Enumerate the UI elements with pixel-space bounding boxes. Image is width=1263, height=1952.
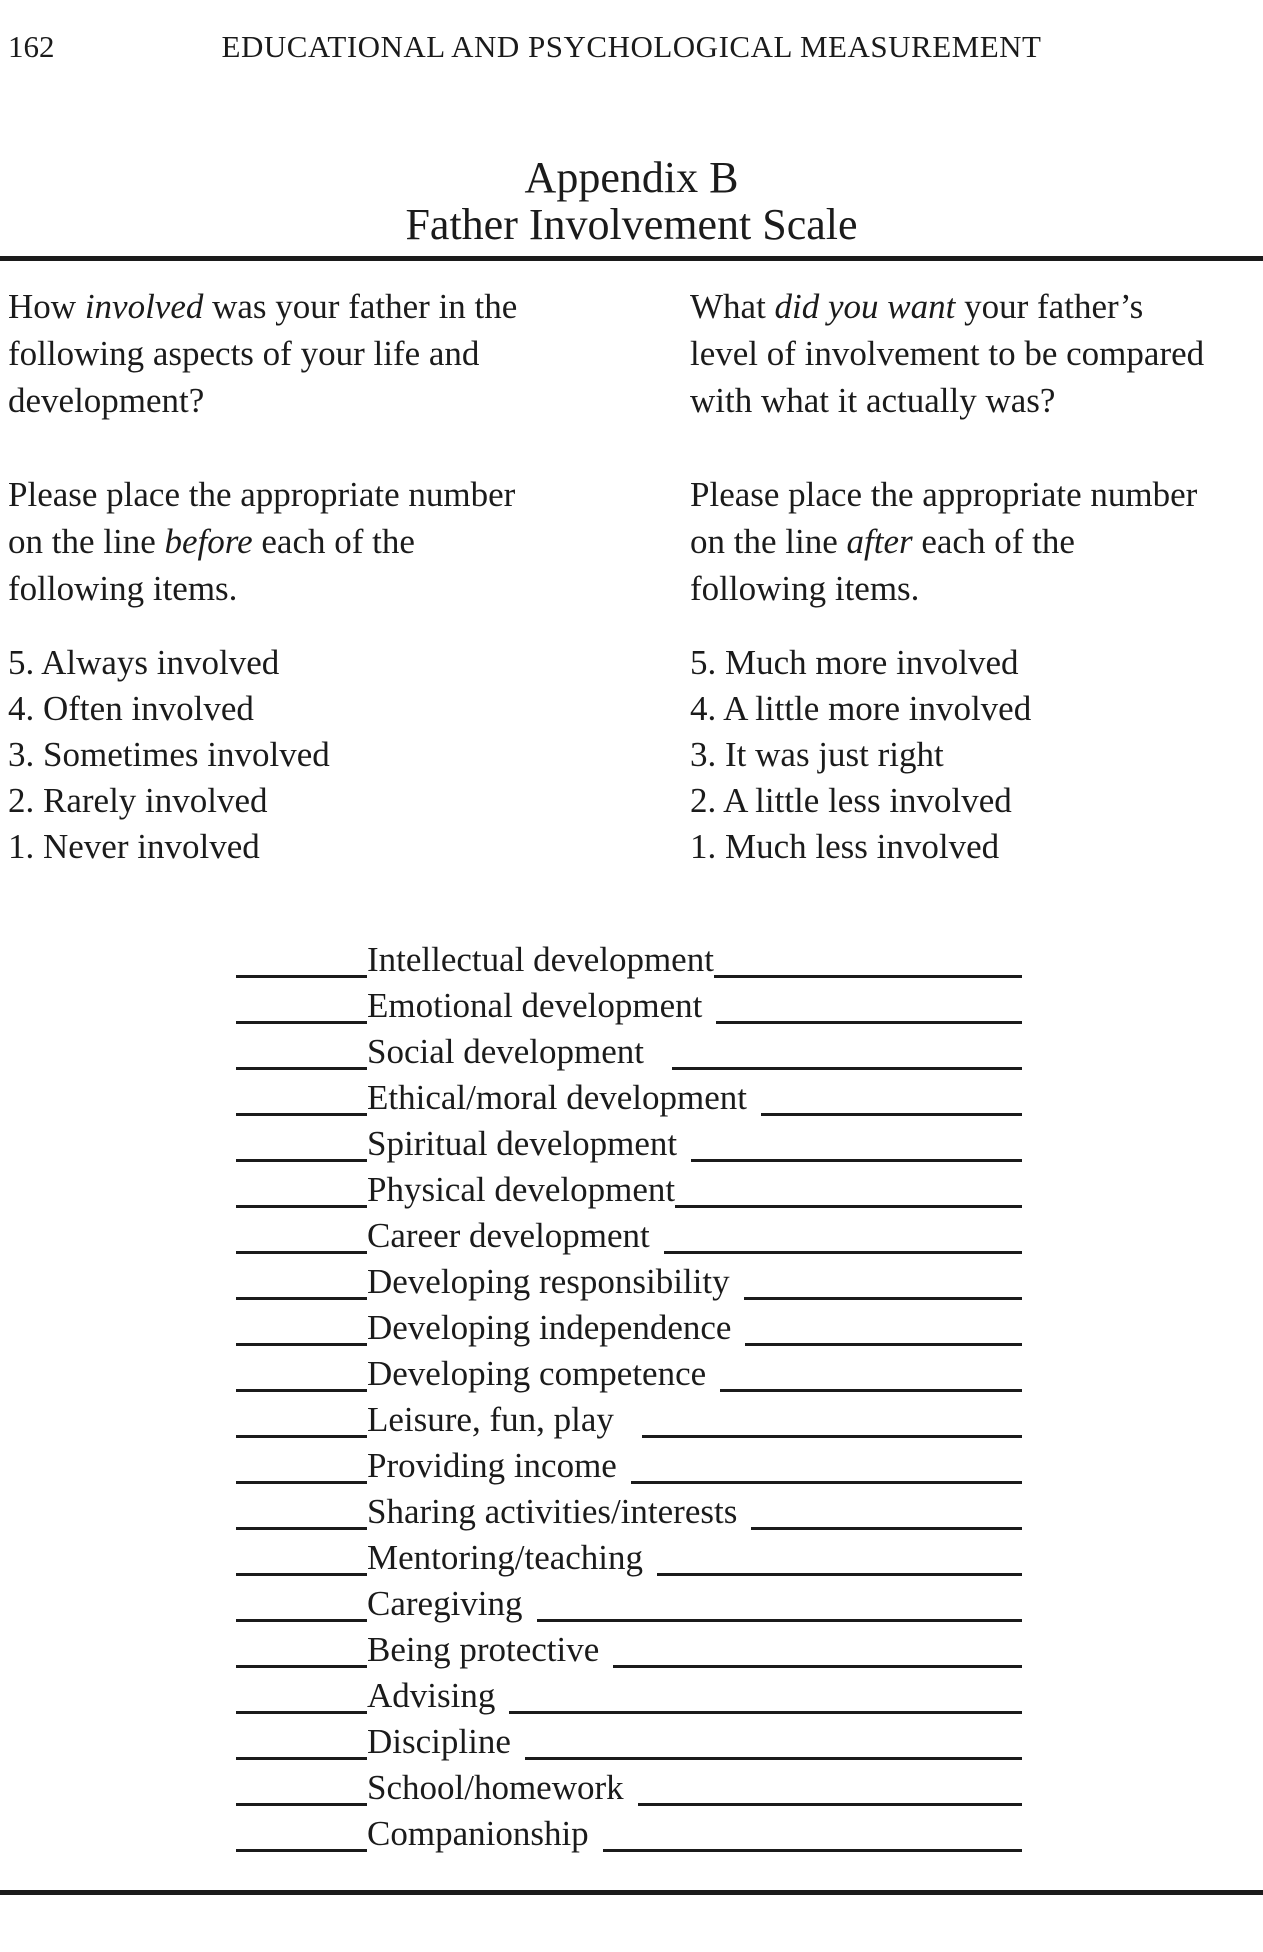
survey-item-row	[236, 1814, 1022, 1860]
response-blank-after	[509, 1706, 1022, 1714]
text-line: on the line after each of the	[690, 522, 1075, 561]
response-blank-before	[236, 1844, 367, 1852]
response-blank-before	[236, 1798, 367, 1806]
page-number: 162	[8, 29, 55, 64]
text-line: Please place the appropriate number	[690, 475, 1198, 514]
response-blank-before	[236, 1246, 367, 1254]
text-line: following items.	[690, 569, 920, 608]
response-blank-before	[236, 970, 367, 978]
scale-title: Father Involvement Scale	[405, 200, 858, 249]
survey-items-section	[236, 940, 1022, 1860]
response-blank-after	[613, 1660, 1022, 1668]
survey-item-label: Caregiving	[367, 1584, 523, 1623]
scale-list-involvement	[8, 640, 690, 870]
response-blank-before	[236, 1108, 367, 1116]
survey-item-label: Social development	[367, 1032, 645, 1071]
response-blank-before	[236, 1614, 367, 1622]
survey-item-label: Mentoring/teaching	[367, 1538, 644, 1577]
left-question	[8, 283, 690, 424]
response-blank-after	[603, 1844, 1022, 1852]
survey-item-label: School/homework	[367, 1768, 624, 1807]
text-line: 2. A little less involved	[690, 781, 1012, 820]
text-line: with what it actually was?	[690, 381, 1056, 420]
text-line: 3. It was just right	[690, 735, 944, 774]
left-directions	[8, 471, 690, 612]
response-blank-before	[236, 1062, 367, 1070]
survey-item-row	[236, 1492, 1022, 1538]
bottom-rule	[0, 1890, 1263, 1895]
response-blank-after	[631, 1476, 1022, 1484]
survey-item-row	[236, 1768, 1022, 1814]
survey-item-label: Discipline	[367, 1722, 511, 1761]
survey-item-label: Companionship	[367, 1814, 589, 1853]
survey-item-row	[236, 1538, 1022, 1584]
response-blank-after	[745, 1338, 1022, 1346]
survey-item-label: Career development	[367, 1216, 650, 1255]
response-blank-before	[236, 1200, 367, 1208]
response-blank-before	[236, 1706, 367, 1714]
instructions-section	[0, 261, 1263, 612]
response-blank-after	[664, 1246, 1022, 1254]
survey-item-label: Providing income	[367, 1446, 617, 1485]
response-blank-after	[720, 1384, 1022, 1392]
survey-item-label: Intellectual development	[367, 940, 714, 979]
survey-item-label: Physical development	[367, 1170, 676, 1209]
text-line: 5. Always involved	[8, 643, 280, 682]
appendix-label: Appendix B	[524, 153, 739, 202]
text-line: 5. Much more involved	[690, 643, 1019, 682]
response-blank-after	[638, 1798, 1022, 1806]
instructions-left-column	[8, 283, 690, 612]
survey-item-row	[236, 1446, 1022, 1492]
survey-item-row	[236, 1584, 1022, 1630]
scale-list-desired	[690, 640, 1255, 870]
response-blank-after	[751, 1522, 1022, 1530]
text-line: following aspects of your life and	[8, 334, 480, 373]
response-blank-before	[236, 1338, 367, 1346]
instructions-right-column	[690, 283, 1255, 612]
survey-item-row	[236, 1032, 1022, 1078]
text-line: 4. A little more involved	[690, 689, 1032, 728]
response-blank-before	[236, 1430, 367, 1438]
right-question	[690, 283, 1255, 424]
scales-section	[0, 640, 1263, 870]
survey-item-row	[236, 986, 1022, 1032]
survey-item-label: Sharing activities/interests	[367, 1492, 738, 1531]
survey-item-label: Advising	[367, 1676, 496, 1715]
response-blank-before	[236, 1660, 367, 1668]
survey-item-label: Spiritual development	[367, 1124, 678, 1163]
text-line: 4. Often involved	[8, 689, 254, 728]
response-blank-after	[525, 1752, 1022, 1760]
survey-item-row	[236, 1216, 1022, 1262]
text-line: 3. Sometimes involved	[8, 735, 330, 774]
survey-item-label: Developing competence	[367, 1354, 707, 1393]
response-blank-after	[691, 1154, 1022, 1162]
response-blank-after	[537, 1614, 1022, 1622]
response-blank-before	[236, 1016, 367, 1024]
response-blank-after	[714, 970, 1022, 978]
response-blank-before	[236, 1522, 367, 1530]
text-line: development?	[8, 381, 205, 420]
response-blank-before	[236, 1154, 367, 1162]
text-line: What did you want your father’s	[690, 287, 1144, 326]
survey-item-label: Being protective	[367, 1630, 600, 1669]
right-directions	[690, 471, 1255, 612]
survey-item-row	[236, 1676, 1022, 1722]
survey-item-label: Leisure, fun, play	[367, 1400, 614, 1439]
survey-item-row	[236, 1722, 1022, 1768]
survey-item-label: Ethical/moral development	[367, 1078, 748, 1117]
survey-item-row	[236, 1078, 1022, 1124]
survey-item-label: Emotional development	[367, 986, 703, 1025]
text-line: on the line before each of the	[8, 522, 415, 561]
text-line: level of involvement to be compared	[690, 334, 1205, 373]
response-blank-after	[675, 1200, 1022, 1208]
running-head: EDUCATIONAL AND PSYCHOLOGICAL MEASUREMENT	[221, 29, 1042, 64]
survey-item-row	[236, 1400, 1022, 1446]
response-blank-after	[672, 1062, 1022, 1070]
survey-item-row	[236, 1170, 1022, 1216]
survey-item-row	[236, 1354, 1022, 1400]
text-line: How involved was your father in the	[8, 287, 518, 326]
text-line: 2. Rarely involved	[8, 781, 268, 820]
response-blank-before	[236, 1384, 367, 1392]
text-line: following items.	[8, 569, 238, 608]
response-blank-after	[716, 1016, 1022, 1024]
text-line: 1. Much less involved	[690, 827, 1000, 866]
survey-item-label: Developing independence	[367, 1308, 732, 1347]
survey-item-row	[236, 1630, 1022, 1676]
survey-item-row	[236, 1262, 1022, 1308]
response-blank-after	[642, 1430, 1022, 1438]
response-blank-before	[236, 1568, 367, 1576]
appendix-title-block	[0, 154, 1263, 248]
survey-item-label: Developing responsibility	[367, 1262, 730, 1301]
survey-item-row	[236, 940, 1022, 986]
response-blank-after	[657, 1568, 1022, 1576]
response-blank-before	[236, 1752, 367, 1760]
response-blank-before	[236, 1292, 367, 1300]
text-line: 1. Never involved	[8, 827, 260, 866]
response-blank-before	[236, 1476, 367, 1484]
survey-item-row	[236, 1124, 1022, 1170]
text-line: Please place the appropriate number	[8, 475, 516, 514]
survey-item-row	[236, 1308, 1022, 1354]
response-blank-after	[761, 1108, 1022, 1116]
page-header	[0, 0, 1263, 68]
response-blank-after	[744, 1292, 1022, 1300]
